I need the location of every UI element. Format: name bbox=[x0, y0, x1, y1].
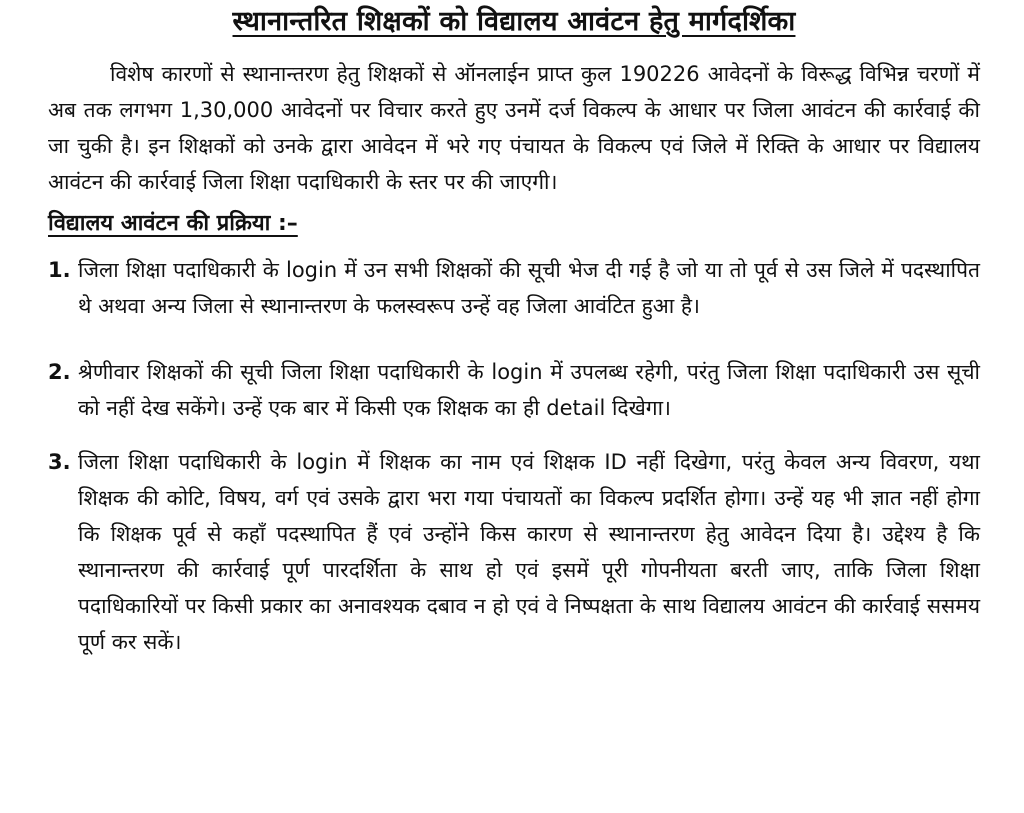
list-item bbox=[48, 354, 980, 426]
intro-paragraph: विशेष कारणों से स्थानान्तरण हेतु शिक्षकों से ऑनलाईन प्राप्त कुल 190226 आवेदनों के विरूद्ध विभिन्न चरणों में अब तक लगभग 1,30,000 आवेदनों पर विचार करते हुए उनमें दर्ज विकल्प के आधार पर जिला आवंटन की कार्रवाई की जा चुकी है। इन शिक्षकों को उनके द्वारा आवेदन में भरे गए पंचायत के विकल्प एवं जिले में रिक्ति के आधार पर विद्यालय आवंटन की कार्रवाई जिला शिक्षा पदाधिकारी के स्तर पर की जाएगी। bbox=[48, 62, 980, 194]
list-item-text: जिला शिक्षा पदाधिकारी के login में शिक्षक का नाम एवं शिक्षक ID नहीं दिखेगा, परंतु केवल अन्य विवरण, यथा शिक्षक की कोटि, विषय, वर्ग एवं उसके द्वारा भरा गया पंचायतों का विकल्प प्रदर्शित होगा। उन्हें यह भी ज्ञात नहीं होगा कि शिक्षक पूर्व से कहाँ पदस्थापित हैं एवं उन्होंने किस कारण से स्थानान्तरण हेतु आवेदन दिया है। उद्देश्य है कि स्थानान्तरण की कार्रवाई पूर्ण पारदर्शिता के साथ हो एवं इसमें पूरी गोपनीयता बरती जाए, ताकि जिला शिक्षा पदाधिकारियों पर किसी प्रकार का अनावश्यक दबाव न हो एवं वे निष्पक्षता के साथ विद्यालय आवंटन की कार्रवाई ससमय पूर्ण कर सकें। bbox=[78, 450, 980, 654]
list-item-number: 1. bbox=[48, 258, 71, 282]
list-item-number: 3. bbox=[48, 450, 71, 474]
list-item bbox=[48, 252, 980, 324]
document-title: स्थानान्तरित शिक्षकों को विद्यालय आवंटन हेतु मार्गदर्शिका bbox=[232, 6, 796, 37]
list-item-number: 2. bbox=[48, 360, 71, 384]
list-item-text: श्रेणीवार शिक्षकों की सूची जिला शिक्षा पदाधिकारी के login में उपलब्ध रहेगी, परंतु जिला शिक्षा पदाधिकारी उस सूची को नहीं देख सकेंगे। उन्हें एक बार में किसी एक शिक्षक का ही detail दिखेगा। bbox=[78, 360, 980, 420]
list-item bbox=[48, 444, 980, 660]
section-heading: विद्यालय आवंटन की प्रक्रिया :– bbox=[48, 211, 298, 236]
list-item-text: जिला शिक्षा पदाधिकारी के login में उन सभी शिक्षकों की सूची भेज दी गई है जो या तो पूर्व से उस जिले में पदस्थापित थे अथवा अन्य जिला से स्थानान्तरण के फलस्वरूप उन्हें वह जिला आवंटित हुआ है। bbox=[78, 258, 980, 318]
